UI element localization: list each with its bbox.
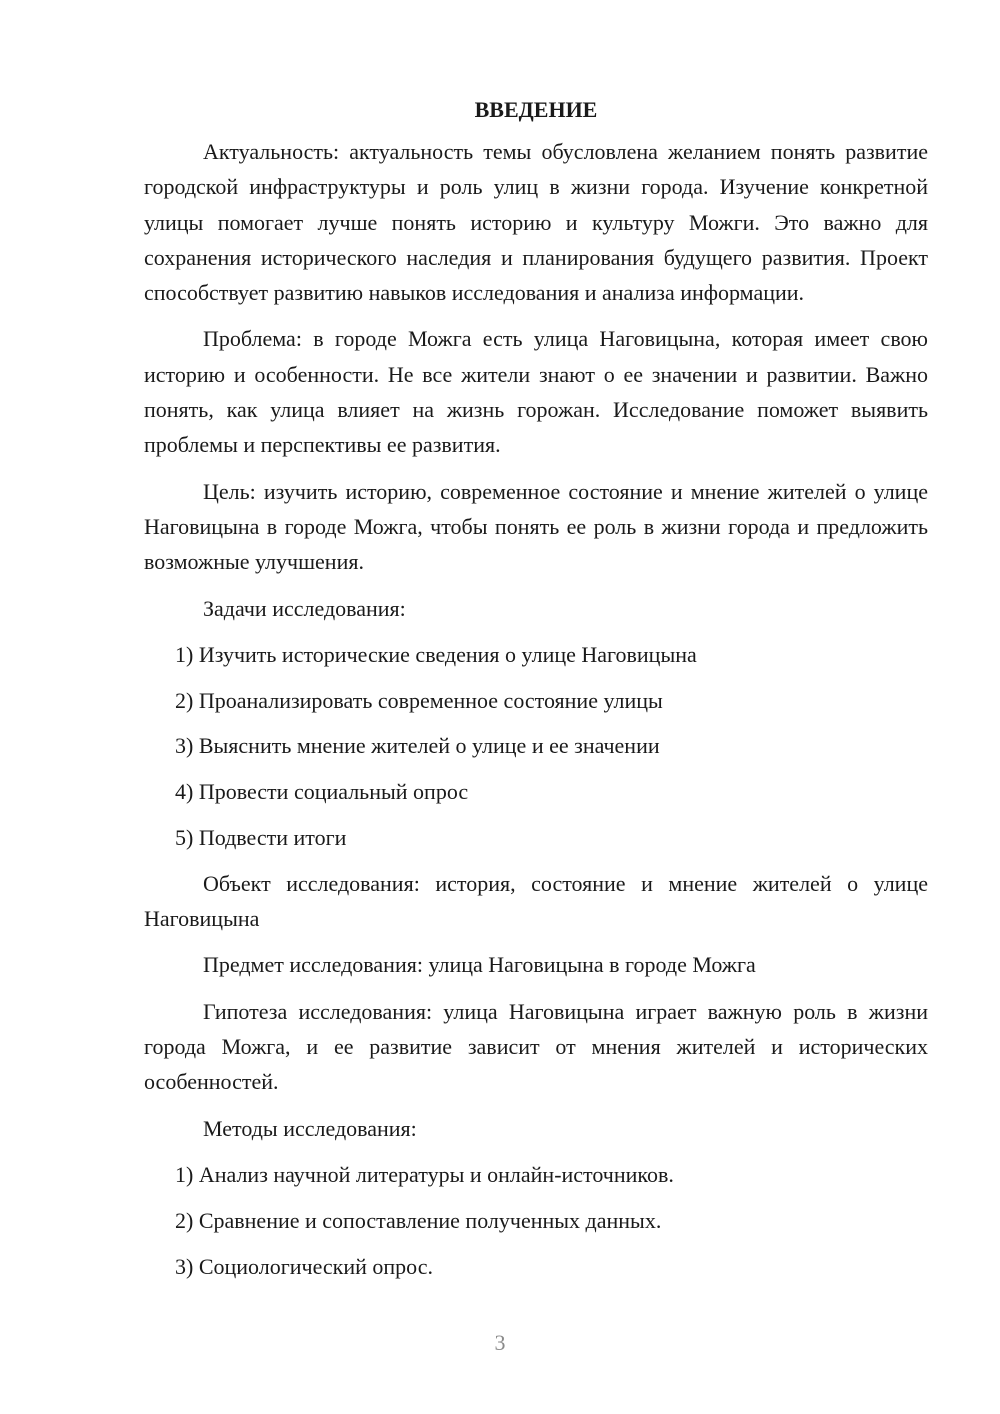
hypothesis-paragraph: Гипотеза исследования: улица Наговицына играет важную роль в жизни города Можга, и ее развитие зависит от мнения жителей и исторических особенностей. xyxy=(144,998,928,1095)
relevance-paragraph: Актуальность: актуальность темы обусловлена желанием понять развитие городской инфраструктуры и роль улиц в жизни города. Изучение конкретной улицы помогает лучше понять историю и культуру Можги. Это важно для сохранения исторического наследия и планирования будущего развития. Проект способствует развитию навыков исследования и анализа информации. xyxy=(144,139,928,306)
problem-paragraph: Проблема: в городе Можга есть улица Наговицына, которая имеет свою историю и особенности. Не все жители знают о ее значении и развитии. Важно понять, как улица влияет на жизнь горожан. Исследование поможет выявить проблемы и перспективы ее развития. xyxy=(144,326,928,458)
methods-list xyxy=(144,1157,928,1284)
list-item: 2) Сравнение и сопоставление полученных данных. xyxy=(175,1207,662,1233)
document-page xyxy=(144,92,928,1294)
page-number: 3 xyxy=(494,1330,506,1355)
list-item: 2) Проанализировать современное состояние улицы xyxy=(175,687,663,713)
methods-heading: Методы исследования: xyxy=(203,1115,417,1141)
page-title: ВВЕДЕНИЕ xyxy=(474,97,598,122)
list-item: 1) Анализ научной литературы и онлайн-источников. xyxy=(175,1161,674,1187)
list-item: 5) Подвести итоги xyxy=(175,825,347,851)
tasks-heading: Задачи исследования: xyxy=(203,595,406,621)
tasks-list xyxy=(144,637,928,855)
list-item: 3) Выяснить мнение жителей о улице и ее значении xyxy=(175,733,660,759)
list-item: 4) Провести социальный опрос xyxy=(175,779,469,805)
subject-paragraph: Предмет исследования: улица Наговицына в городе Можга xyxy=(203,952,756,978)
object-paragraph: Объект исследования: история, состояние и мнение жителей о улице Наговицына xyxy=(144,870,928,932)
list-item: 1) Изучить исторические сведения о улице Наговицына xyxy=(175,641,697,667)
list-item: 3) Социологический опрос. xyxy=(175,1253,433,1279)
goal-paragraph: Цель: изучить историю, современное состояние и мнение жителей о улице Наговицына в городе Можга, чтобы понять ее роль в жизни города и предложить возможные улучшения. xyxy=(144,478,928,575)
